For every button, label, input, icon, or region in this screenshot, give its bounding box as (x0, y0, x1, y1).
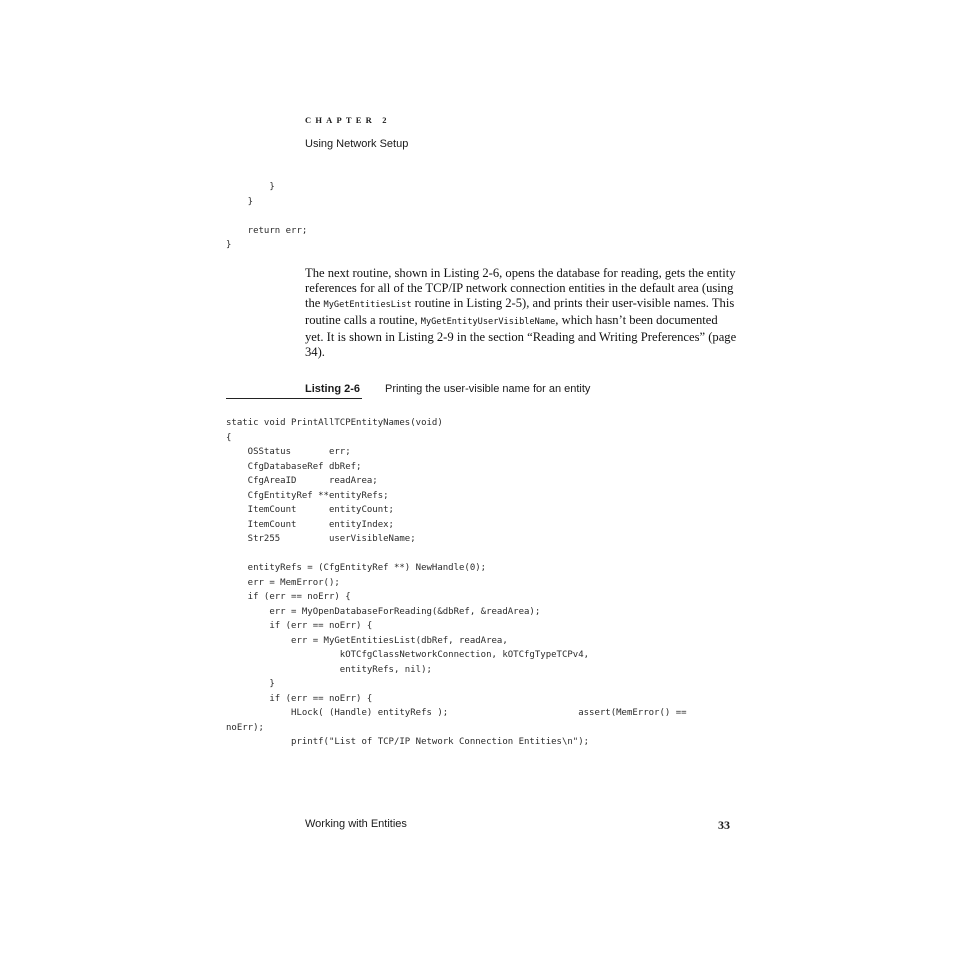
inline-code-get-entities-list: MyGetEntitiesList (323, 299, 412, 310)
listing-rule (226, 398, 362, 399)
chapter-heading: CHAPTER 2 (305, 115, 391, 125)
listing-caption: Printing the user-visible name for an entity (385, 383, 591, 395)
page-number: 33 (718, 818, 730, 832)
inline-code-get-entity-user-visible-name: MyGetEntityUserVisibleName (420, 316, 556, 327)
paragraph-text-2: routine in Listing 2-5), and prints their user-visible names. This routine calls a routine, (305, 295, 735, 327)
code-block-continuation: } } return err; } (226, 182, 308, 250)
paragraph-text-1: The next routine, shown in Listing 2-6, opens the database for reading, gets the entity references for all of the TCP/IP network connection entities in the default area (using the (305, 266, 736, 310)
listing-code-block: static void PrintAllTCPEntityNames(void) { OSStatus err; CfgDatabaseRef dbRef; CfgAreaID readArea; CfgEntityRef **entityRefs; ItemCount entityCount; ItemCount entityIndex; Str255 userVisibleName; entityRefs = (CfgEntityRef **) NewHandle(0); err = MemError(); if (err == noErr) { err = MyOpenDatabaseForReading(&dbRef, &readArea); if (err == noErr) { err = MyGetEntitiesList(dbRef, readArea, kOTCfgClassNetworkConnection, kOTCfgTypeTCPv4, entityRefs, nil); } if (err == noErr) { HLock( (Handle) entityRefs ); assert(MemError() == noErr); printf("List of TCP/IP Network Connection Entities\n"); (226, 418, 687, 747)
body-paragraph (305, 266, 737, 359)
footer-section-title: Working with Entities (305, 818, 407, 830)
listing-label: Listing 2-6 (305, 383, 361, 395)
running-header-title: Using Network Setup (305, 138, 409, 150)
paragraph-text-3: , which hasn’t been documented yet. It is shown in Listing 2-9 in the section “Reading and Writing Preferences” (page 34). (305, 312, 737, 359)
